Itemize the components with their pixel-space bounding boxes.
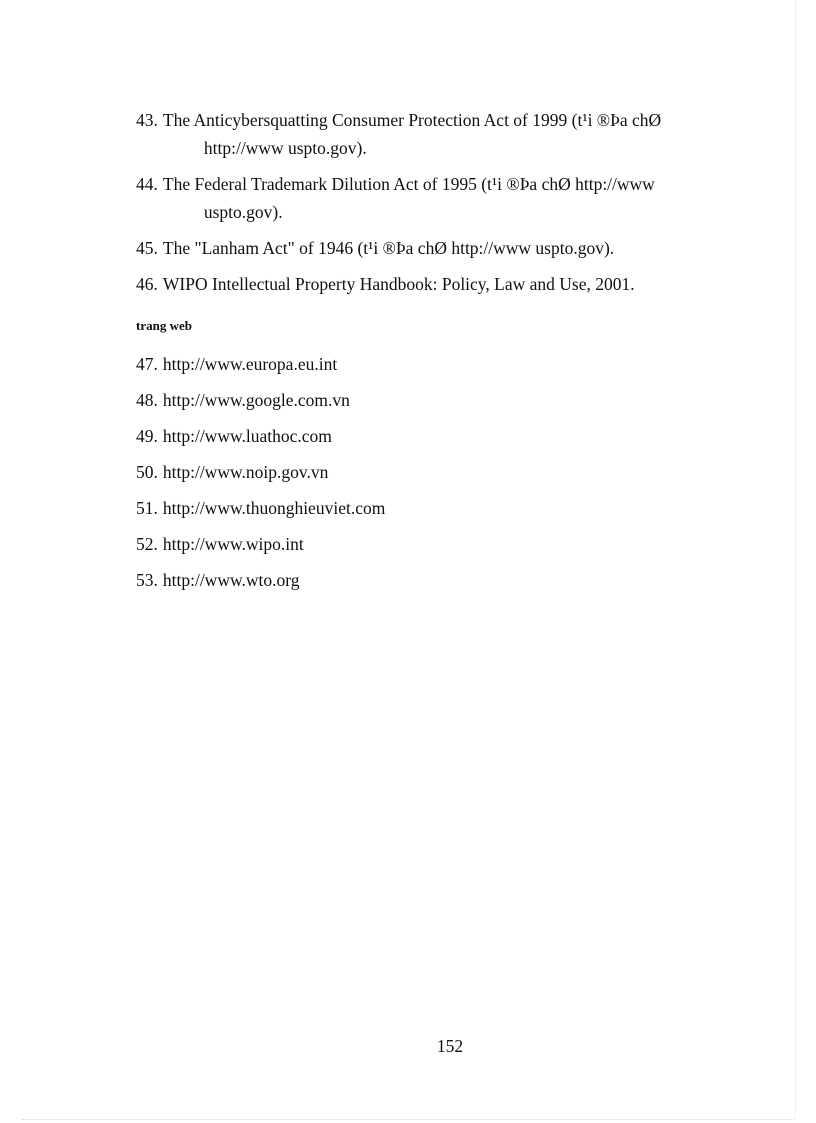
reference-line: The Federal Trademark Dilution Act of 1995 (t¹i ®Þa chØ http://www: [162, 174, 655, 194]
reference-number: 45.: [136, 238, 158, 258]
reference-text: [163, 106, 736, 162]
website-item-50: [136, 458, 385, 486]
website-item-49: [136, 422, 385, 450]
website-item-53: [136, 566, 385, 594]
website-item-47: [136, 350, 385, 378]
reference-number: 46.: [136, 274, 158, 294]
reference-continuation: http://www uspto.gov).: [203, 138, 367, 158]
reference-text: [163, 270, 736, 298]
bottom-divider: [22, 1119, 794, 1120]
website-item-52: [136, 530, 385, 558]
website-number: 53.: [136, 570, 158, 590]
website-url: http://www.europa.eu.int: [162, 354, 338, 374]
reference-continuation: uspto.gov).: [203, 202, 283, 222]
website-number: 48.: [136, 390, 158, 410]
reference-text: [163, 234, 736, 262]
reference-list: [136, 106, 736, 306]
website-url: http://www.wto.org: [162, 570, 300, 590]
website-number: 50.: [136, 462, 158, 482]
reference-line: WIPO Intellectual Property Handbook: Policy, Law and Use, 2001.: [162, 274, 635, 294]
website-url: http://www.thuonghieuviet.com: [162, 498, 386, 518]
website-item-48: [136, 386, 385, 414]
reference-item-43: [136, 106, 736, 162]
reference-line: The "Lanham Act" of 1946 (t¹i ®Þa chØ http://www uspto.gov).: [162, 238, 615, 258]
reference-item-44: [136, 170, 736, 226]
website-number: 47.: [136, 354, 158, 374]
reference-number: 44.: [136, 174, 158, 194]
section-heading: trang web: [136, 318, 192, 333]
website-number: 49.: [136, 426, 158, 446]
website-number: 51.: [136, 498, 158, 518]
website-url: http://www.noip.gov.vn: [162, 462, 329, 482]
page-number: 152: [436, 1036, 464, 1056]
website-url: http://www.google.com.vn: [162, 390, 350, 410]
reference-text: [163, 170, 736, 226]
website-number: 52.: [136, 534, 158, 554]
website-url: http://www.luathoc.com: [162, 426, 332, 446]
website-url: http://www.wipo.int: [162, 534, 304, 554]
website-list: [136, 350, 385, 602]
reference-number: 43.: [136, 110, 158, 130]
website-item-51: [136, 494, 385, 522]
reference-line: The Anticybersquatting Consumer Protection Act of 1999 (t¹i ®Þa chØ: [162, 110, 662, 130]
reference-item-46: [136, 270, 736, 298]
reference-item-45: [136, 234, 736, 262]
side-divider: [795, 0, 796, 1119]
